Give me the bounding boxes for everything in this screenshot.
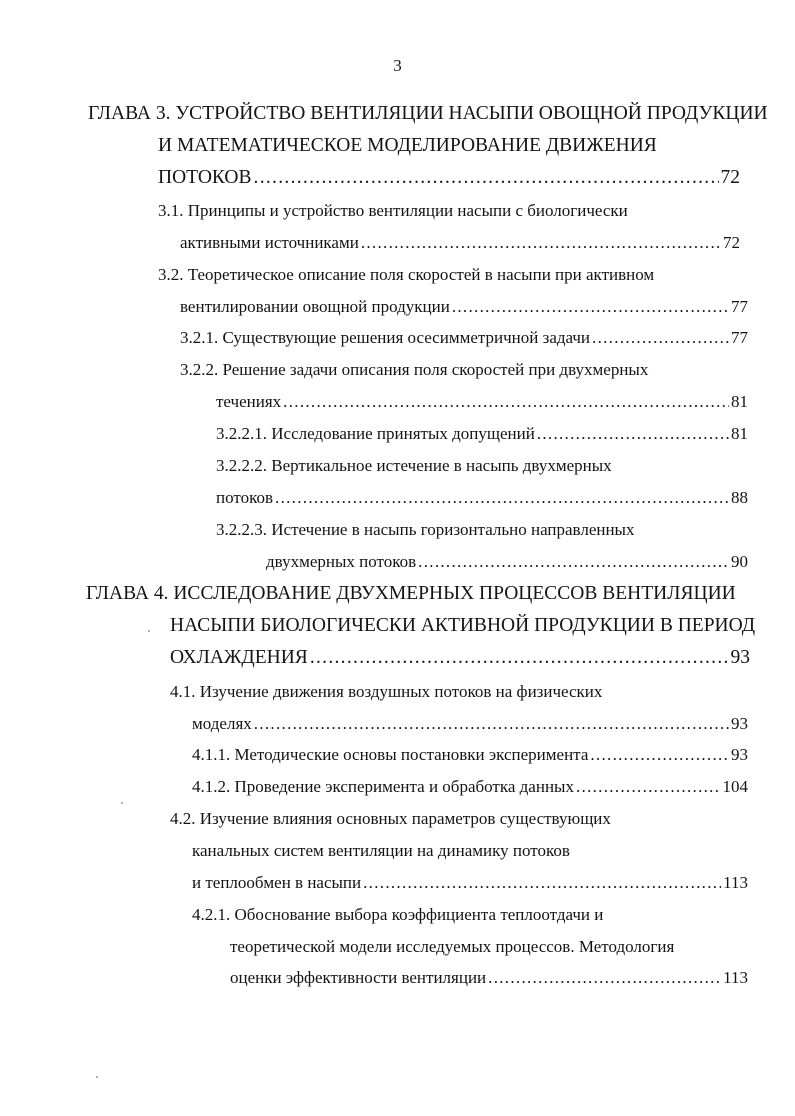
s4-1-title-line2: моделях xyxy=(192,714,252,733)
s4-2-title-line2: канальных систем вентиляции на динамику потоков xyxy=(192,841,570,860)
s4-2-1-page: 113 xyxy=(723,968,748,987)
s3-2-2-page: 81 xyxy=(731,392,748,411)
s4-1-1-toc-entry xyxy=(192,744,748,766)
s3-2-2-3-title-line2: двухмерных потоков xyxy=(266,552,417,571)
s3-2-2-3-toc-entry xyxy=(266,551,748,573)
s3-2-1-title: 3.2.1. Существующие решения осесимметричной задачи xyxy=(180,328,591,347)
s3-1-title-line1: 3.1. Принципы и устройство вентиляции насыпи с биологически xyxy=(158,201,628,220)
s4-1-2-title: 4.1.2. Проведение эксперимента и обработка данных xyxy=(192,777,574,796)
scan-speck xyxy=(96,1076,98,1078)
s3-2-1-page: 77 xyxy=(731,328,748,347)
dot-leader xyxy=(361,232,721,254)
dot-leader xyxy=(452,296,729,318)
chapter3-toc-entry xyxy=(158,166,740,190)
s4-2-toc-entry xyxy=(192,872,748,894)
s4-2-title-line3: и теплообмен в насыпи xyxy=(192,873,362,892)
dot-leader xyxy=(590,744,729,766)
dot-leader xyxy=(310,646,729,670)
s3-2-2-1-toc-entry xyxy=(216,423,748,445)
s3-2-title-line2: вентилировании овощной продукции xyxy=(180,297,450,316)
scan-speck xyxy=(121,802,123,804)
s4-1-2-page: 104 xyxy=(722,777,748,796)
dot-leader xyxy=(363,872,721,894)
s3-2-title-line1: 3.2. Теоретическое описание поля скоростей в насыпи при активном xyxy=(158,265,655,284)
dot-leader xyxy=(283,391,729,413)
s3-2-page: 77 xyxy=(731,297,748,316)
chapter4-title-line1: ГЛАВА 4. ИССЛЕДОВАНИЕ ДВУХМЕРНЫХ ПРОЦЕССОВ ВЕНТИЛЯЦИИ xyxy=(86,583,736,604)
s3-2-2-2-title-line2: потоков xyxy=(216,488,274,507)
s3-2-1-toc-entry xyxy=(180,327,748,349)
dot-leader xyxy=(592,327,729,349)
page-number: 3 xyxy=(393,56,402,75)
s3-2-2-toc-entry xyxy=(216,391,748,413)
chapter4-title-line2: НАСЫПИ БИОЛОГИЧЕСКИ АКТИВНОЙ ПРОДУКЦИИ В ПЕРИОД xyxy=(170,615,756,636)
dot-leader xyxy=(275,487,729,509)
chapter3-title-line2: И МАТЕМАТИЧЕСКОЕ МОДЕЛИРОВАНИЕ ДВИЖЕНИЯ xyxy=(158,135,657,156)
dot-leader xyxy=(418,551,729,573)
dot-leader xyxy=(537,423,729,445)
chapter4-toc-entry xyxy=(170,646,750,670)
s3-2-2-2-page: 88 xyxy=(731,488,748,507)
s3-2-2-1-title: 3.2.2.1. Исследование принятых допущений xyxy=(216,424,535,443)
s4-1-page: 93 xyxy=(731,714,748,733)
s3-2-toc-entry xyxy=(180,296,748,318)
s4-1-1-page: 93 xyxy=(731,745,748,764)
s3-2-2-1-page: 81 xyxy=(731,424,748,443)
s3-2-2-3-title-line1: 3.2.2.3. Истечение в насыпь горизонтально направленных xyxy=(216,520,635,539)
s3-1-toc-entry xyxy=(180,232,740,254)
s4-2-1-title-line3: оценки эффективности вентиляции xyxy=(230,968,487,987)
s4-1-2-toc-entry xyxy=(192,776,748,798)
s3-2-2-3-page: 90 xyxy=(731,552,748,571)
s3-1-page: 72 xyxy=(723,233,740,252)
chapter4-page: 93 xyxy=(730,647,750,668)
chapter3-title-line1: ГЛАВА 3. УСТРОЙСТВО ВЕНТИЛЯЦИИ НАСЫПИ ОВОЩНОЙ ПРОДУКЦИИ xyxy=(88,103,768,124)
s4-1-1-title: 4.1.1. Методические основы постановки эксперимента xyxy=(192,745,589,764)
s4-1-toc-entry xyxy=(192,713,748,735)
dot-leader xyxy=(576,776,721,798)
dot-leader xyxy=(488,967,721,989)
dot-leader xyxy=(254,166,719,190)
s3-2-2-title-line1: 3.2.2. Решение задачи описания поля скоростей при двухмерных xyxy=(180,360,649,379)
s4-1-title-line1: 4.1. Изучение движения воздушных потоков на физических xyxy=(170,682,603,701)
s3-1-title-line2: активными источниками xyxy=(180,233,359,252)
chapter3-page: 72 xyxy=(720,167,740,188)
s4-2-1-toc-entry xyxy=(230,967,748,989)
s4-2-page: 113 xyxy=(723,873,748,892)
dot-leader xyxy=(254,713,729,735)
chapter3-title-line3: ПОТОКОВ xyxy=(158,167,252,188)
s3-2-2-2-title-line1: 3.2.2.2. Вертикальное истечение в насыпь двухмерных xyxy=(216,456,612,475)
s4-2-1-title-line1: 4.2.1. Обоснование выбора коэффициента теплоотдачи и xyxy=(192,905,604,924)
chapter4-title-line3: ОХЛАЖДЕНИЯ xyxy=(170,647,308,668)
s3-2-2-title-line2: течениях xyxy=(216,392,282,411)
s4-2-title-line1: 4.2. Изучение влияния основных параметров существующих xyxy=(170,809,611,828)
s3-2-2-2-toc-entry xyxy=(216,487,748,509)
s4-2-1-title-line2: теоретической модели исследуемых процессов. Методология xyxy=(230,937,675,956)
scan-speck xyxy=(148,630,150,632)
